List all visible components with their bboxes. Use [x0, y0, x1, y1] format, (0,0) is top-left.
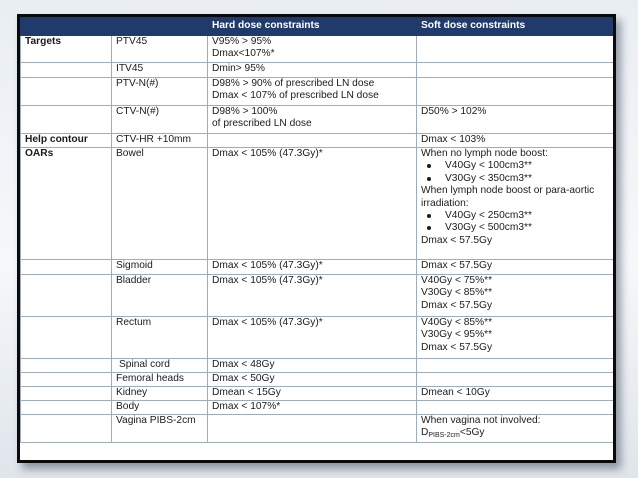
- structure-name: PTV45: [112, 36, 208, 63]
- structure-name: Rectum: [112, 317, 208, 359]
- structure-name: CTV-HR +10mm: [112, 134, 208, 148]
- header-soft-constraints: Soft dose constraints: [417, 18, 614, 36]
- row-category: Help contour: [21, 134, 112, 148]
- row-category: [21, 275, 112, 317]
- structure-name: ITV45: [112, 63, 208, 78]
- table-row: [21, 373, 614, 387]
- bullet-list: [421, 210, 609, 235]
- soft-constraint: When vagina not involved: $D_{PIBS-2cm}<5Gy$: [417, 415, 614, 443]
- row-category: OARs: [21, 148, 112, 260]
- table-header-row: [21, 18, 614, 36]
- hard-constraint: Dmax < 48Gy: [208, 359, 417, 373]
- hard-constraint: V95% > 95% Dmax<107%*: [208, 36, 417, 63]
- header-structure: [112, 18, 208, 36]
- row-category: [21, 373, 112, 387]
- hard-constraint: Dmin> 95%: [208, 63, 417, 78]
- table-row: [21, 78, 614, 106]
- table-row: [21, 106, 614, 134]
- structure-name: Sigmoid: [112, 260, 208, 275]
- row-category: [21, 387, 112, 401]
- dose-constraints-table: [20, 17, 614, 443]
- table-row: [21, 36, 614, 63]
- hard-constraint: Dmax < 105% (47.3Gy)*: [208, 275, 417, 317]
- row-category: [21, 401, 112, 415]
- structure-name: PTV-N(#): [112, 78, 208, 106]
- structure-name: Kidney: [112, 387, 208, 401]
- header-category: [21, 18, 112, 36]
- row-category: [21, 106, 112, 134]
- row-category: [21, 78, 112, 106]
- soft-constraint: D50% > 102%: [417, 106, 614, 134]
- hard-constraint: D98% > 100% of prescribed LN dose: [208, 106, 417, 134]
- structure-name: Bladder: [112, 275, 208, 317]
- list-item: V30Gy < 350cm3**: [421, 173, 609, 185]
- row-category: Targets: [21, 36, 112, 63]
- structure-name: Bowel: [112, 148, 208, 260]
- soft-constraint: V40Gy < 75%** V30Gy < 85%** Dmax < 57.5Gy: [417, 275, 614, 317]
- soft-constraint: [417, 78, 614, 106]
- soft-constraint: Dmean < 10Gy: [417, 387, 614, 401]
- list-item: V30Gy < 500cm3**: [421, 222, 609, 234]
- row-category: [21, 415, 112, 443]
- table-row: [21, 415, 614, 443]
- hard-constraint: Dmax < 107%*: [208, 401, 417, 415]
- hard-constraint: Dmean < 15Gy: [208, 387, 417, 401]
- row-category: [21, 63, 112, 78]
- slide-card: [17, 14, 616, 463]
- table-row: [21, 134, 614, 148]
- structure-name: Body: [112, 401, 208, 415]
- soft-constraint: [417, 373, 614, 387]
- list-item: V40Gy < 250cm3**: [421, 210, 609, 222]
- hard-constraint: D98% > 90% of prescribed LN dose Dmax < 107% of prescribed LN dose: [208, 78, 417, 106]
- hard-constraint: Dmax < 105% (47.3Gy)*: [208, 317, 417, 359]
- table-row: [21, 148, 614, 260]
- table-row: [21, 275, 614, 317]
- soft-constraint: V40Gy < 85%** V30Gy < 95%** Dmax < 57.5Gy: [417, 317, 614, 359]
- table-row: [21, 401, 614, 415]
- row-category: [21, 260, 112, 275]
- soft-constraint: [417, 359, 614, 373]
- bullet-list: [421, 160, 609, 185]
- table-row: [21, 387, 614, 401]
- header-hard-constraints: Hard dose constraints: [208, 18, 417, 36]
- table-row: [21, 260, 614, 275]
- table-row: [21, 317, 614, 359]
- hard-constraint: Dmax < 105% (47.3Gy)*: [208, 148, 417, 260]
- soft-constraint: When no lymph node boost: V40Gy < 100cm3** V30Gy < 350cm3** When lymph node boost or para-aortic irradiation: V40Gy < 250cm3** V30Gy < 500cm3** Dmax < 57.5Gy: [417, 148, 614, 260]
- soft-constraint: Dmax < 57.5Gy: [417, 260, 614, 275]
- list-item: V40Gy < 100cm3**: [421, 160, 609, 172]
- soft-constraint: [417, 63, 614, 78]
- hard-constraint: [208, 415, 417, 443]
- table-row: [21, 63, 614, 78]
- soft-constraint: [417, 401, 614, 415]
- row-category: [21, 317, 112, 359]
- structure-name: Femoral heads: [112, 373, 208, 387]
- table-row: [21, 359, 614, 373]
- vagina-dose-constraint: $D_{PIBS-2cm}<5Gy$: [421, 427, 485, 440]
- soft-constraint: [417, 36, 614, 63]
- structure-name: Vagina PIBS-2cm: [112, 415, 208, 443]
- soft-constraint: Dmax < 103%: [417, 134, 614, 148]
- structure-name: CTV-N(#): [112, 106, 208, 134]
- row-category: [21, 359, 112, 373]
- hard-constraint: Dmax < 50Gy: [208, 373, 417, 387]
- structure-name: Spinal cord: [112, 359, 208, 373]
- hard-constraint: [208, 134, 417, 148]
- hard-constraint: Dmax < 105% (47.3Gy)*: [208, 260, 417, 275]
